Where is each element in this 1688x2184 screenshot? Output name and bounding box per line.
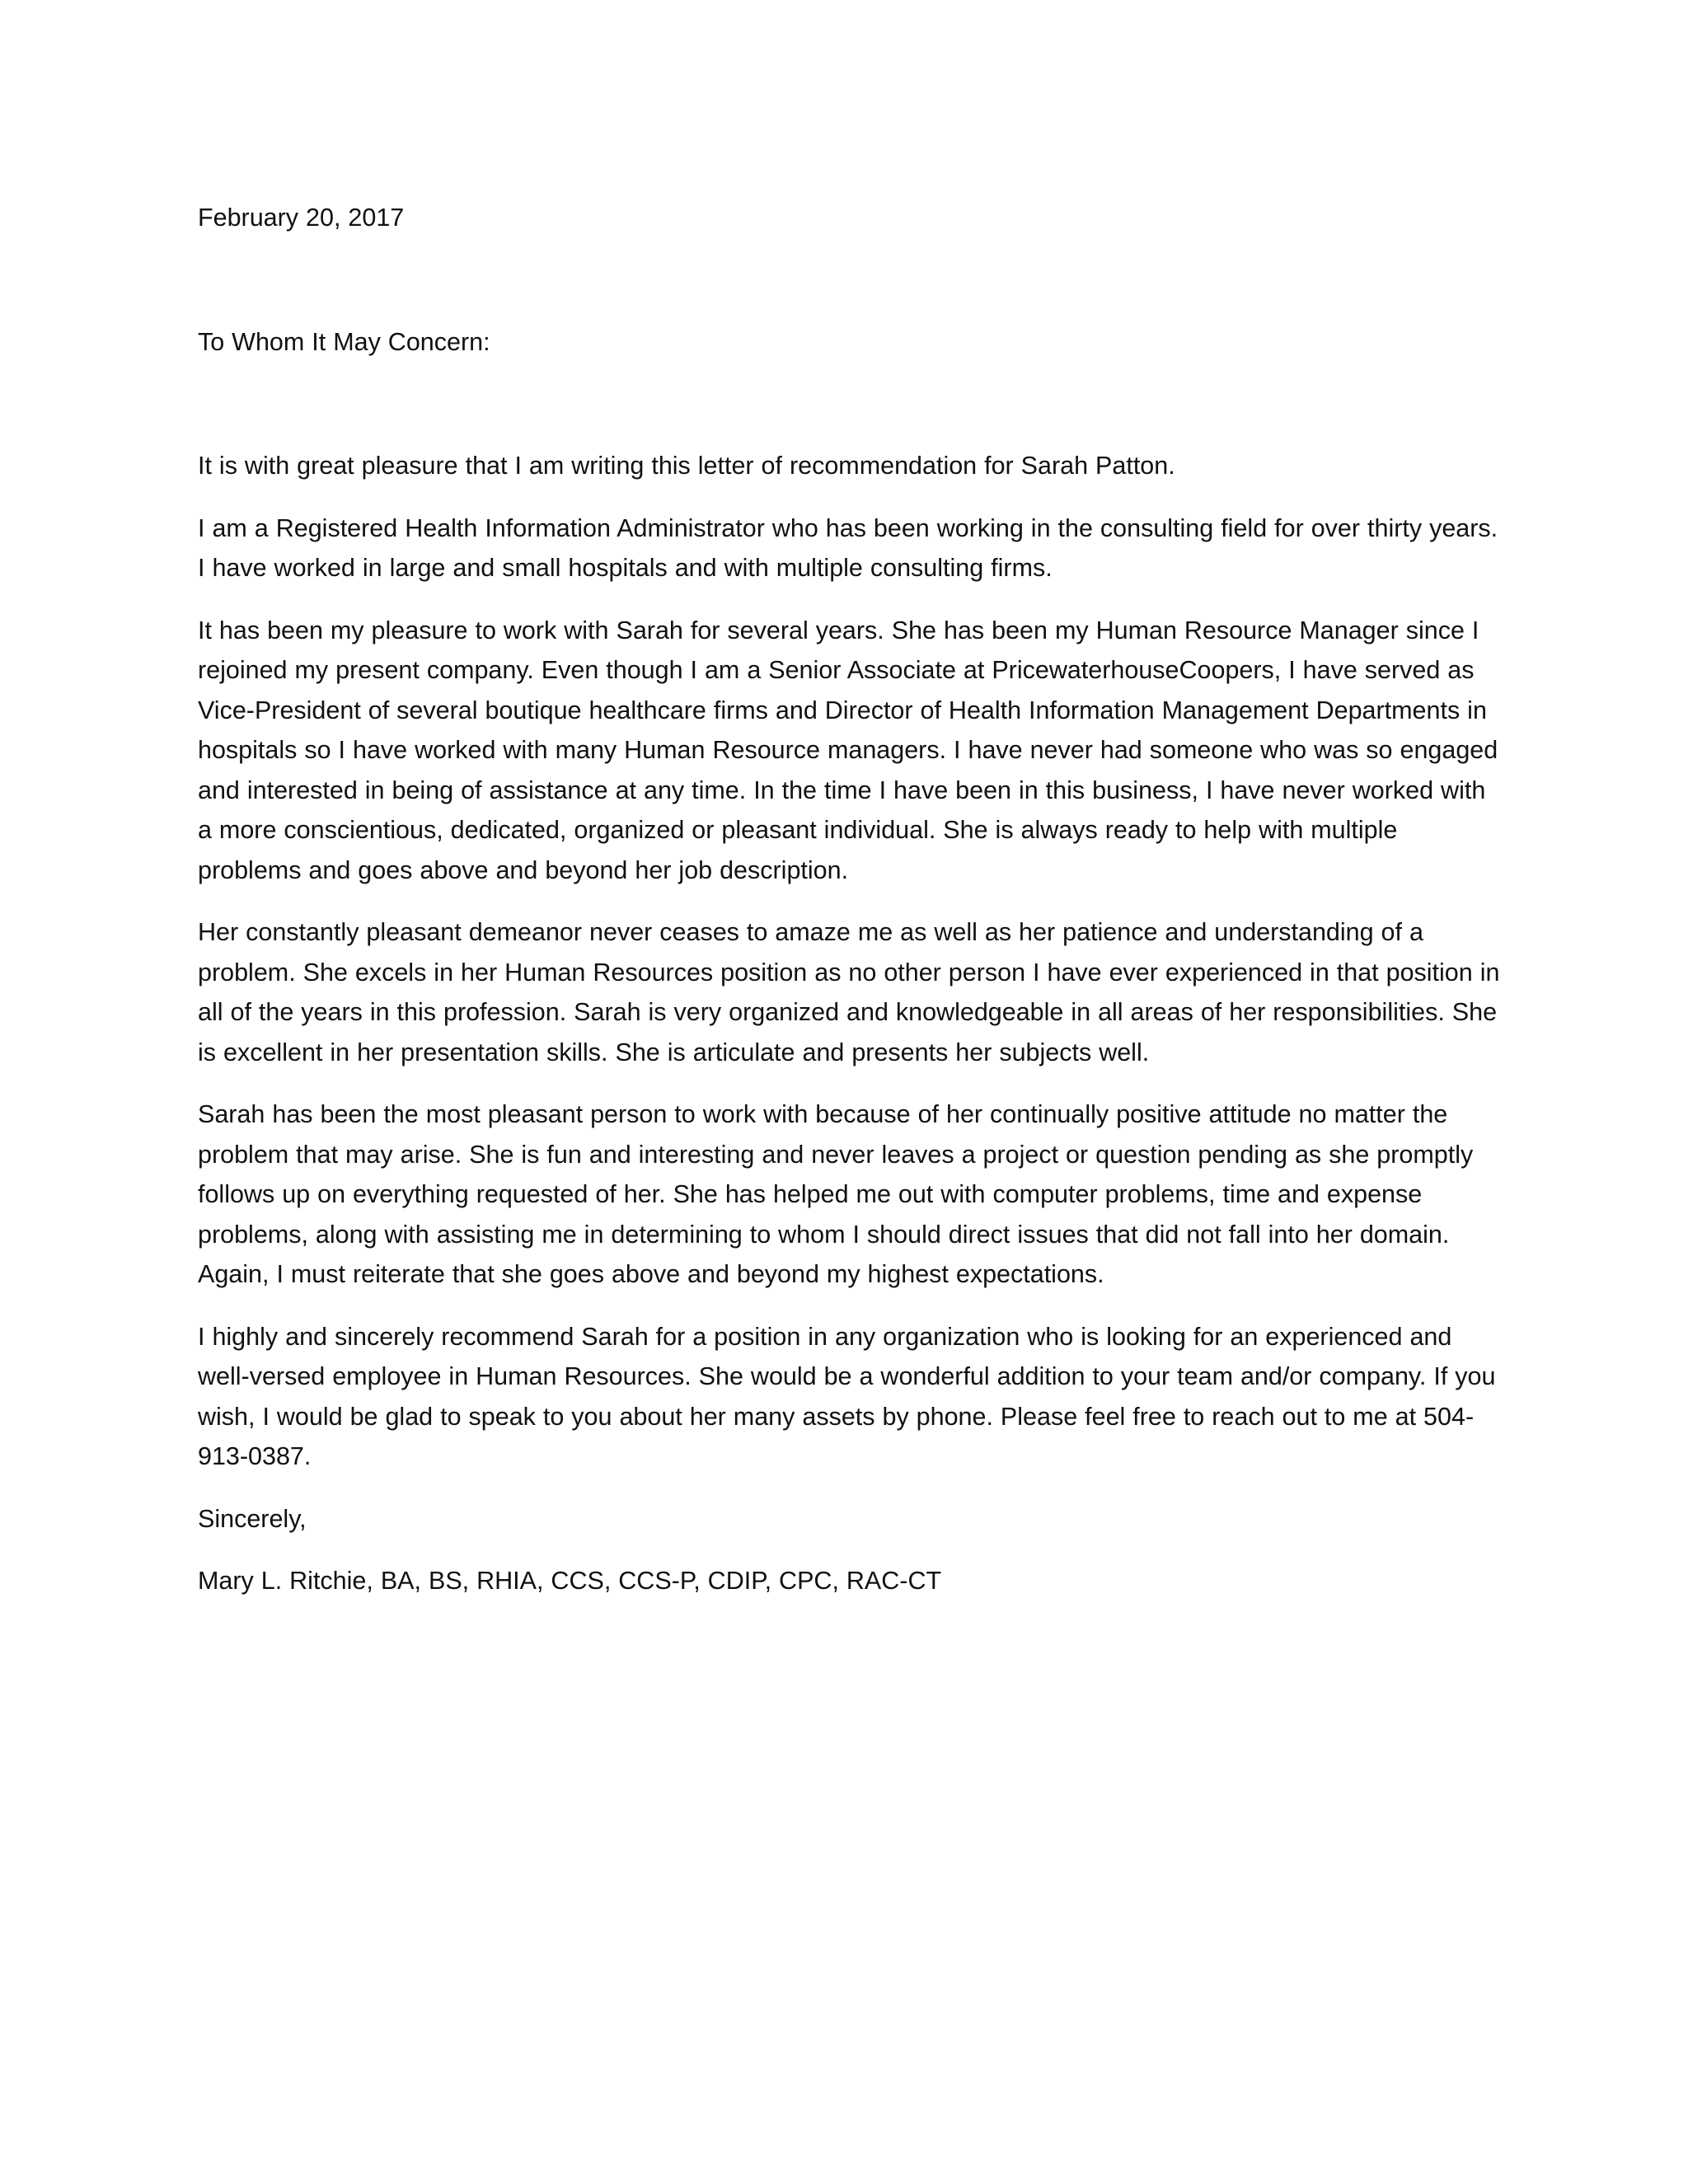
letter-paragraph-1: It is with great pleasure that I am writing this letter of recommendation for Sarah Patton. [198,452,1175,480]
letter-paragraph-3: It has been my pleasure to work with Sarah for several years. She has been my Human Resource Manager since I rejoined my present company. Even though I am a Senior Associate at PricewaterhouseCoopers, I have served as Vice-President of several boutique healthcare firms and Director of Health Information Management Departments in hospitals so I have worked with many Human Resource managers. I have never had someone who was so engaged and interested in being of assistance at any time. In the time I have been in this business, I have never worked with a more conscientious, dedicated, organized or pleasant individual. She is always ready to help with multiple problems and goes above and beyond her job description. [198,616,1498,884]
letter-date: February 20, 2017 [198,204,405,232]
letter-paragraph-6: I highly and sincerely recommend Sarah for a position in any organization who is looking for an experienced and well-versed employee in Human Resources. She would be a wonderful addition to your team and/or company. If you wish, I would be glad to speak to you about her many assets by phone. Please feel free to reach out to me at 504-913-0387. [198,1322,1496,1470]
letter-paragraph-2: I am a Registered Health Information Administrator who has been working in the consulting field for over thirty years. I have worked in large and small hospitals and with multiple consulting firms. [198,513,1498,582]
letter-closing: Sincerely, [198,1504,307,1533]
letter-salutation: To Whom It May Concern: [198,327,490,356]
letter-paragraph-5: Sarah has been the most pleasant person to work with because of her continually positive attitude no matter the problem that may arise. She is fun and interesting and never leaves a project or question pending as she promptly follows up on everything requested of her. She has helped me out with computer problems, time and expense problems, along with assisting me in determining to whom I should direct issues that did not fall into her domain. Again, I must reiterate that she goes above and beyond my highest expectations. [198,1100,1474,1288]
letter-signature: Mary L. Ritchie, BA, BS, RHIA, CCS, CCS-P, CDIP, CPC, RAC-CT [198,1567,942,1595]
recommendation-letter [198,198,1500,1601]
letter-paragraph-4: Her constantly pleasant demeanor never ceases to amaze me as well as her patience and understanding of a problem. She excels in her Human Resources position as no other person I have ever experienced in that position in all of the years in this profession. Sarah is very organized and knowledgeable in all areas of her responsibilities. She is excellent in her presentation skills. She is articulate and presents her subjects well. [198,918,1500,1066]
